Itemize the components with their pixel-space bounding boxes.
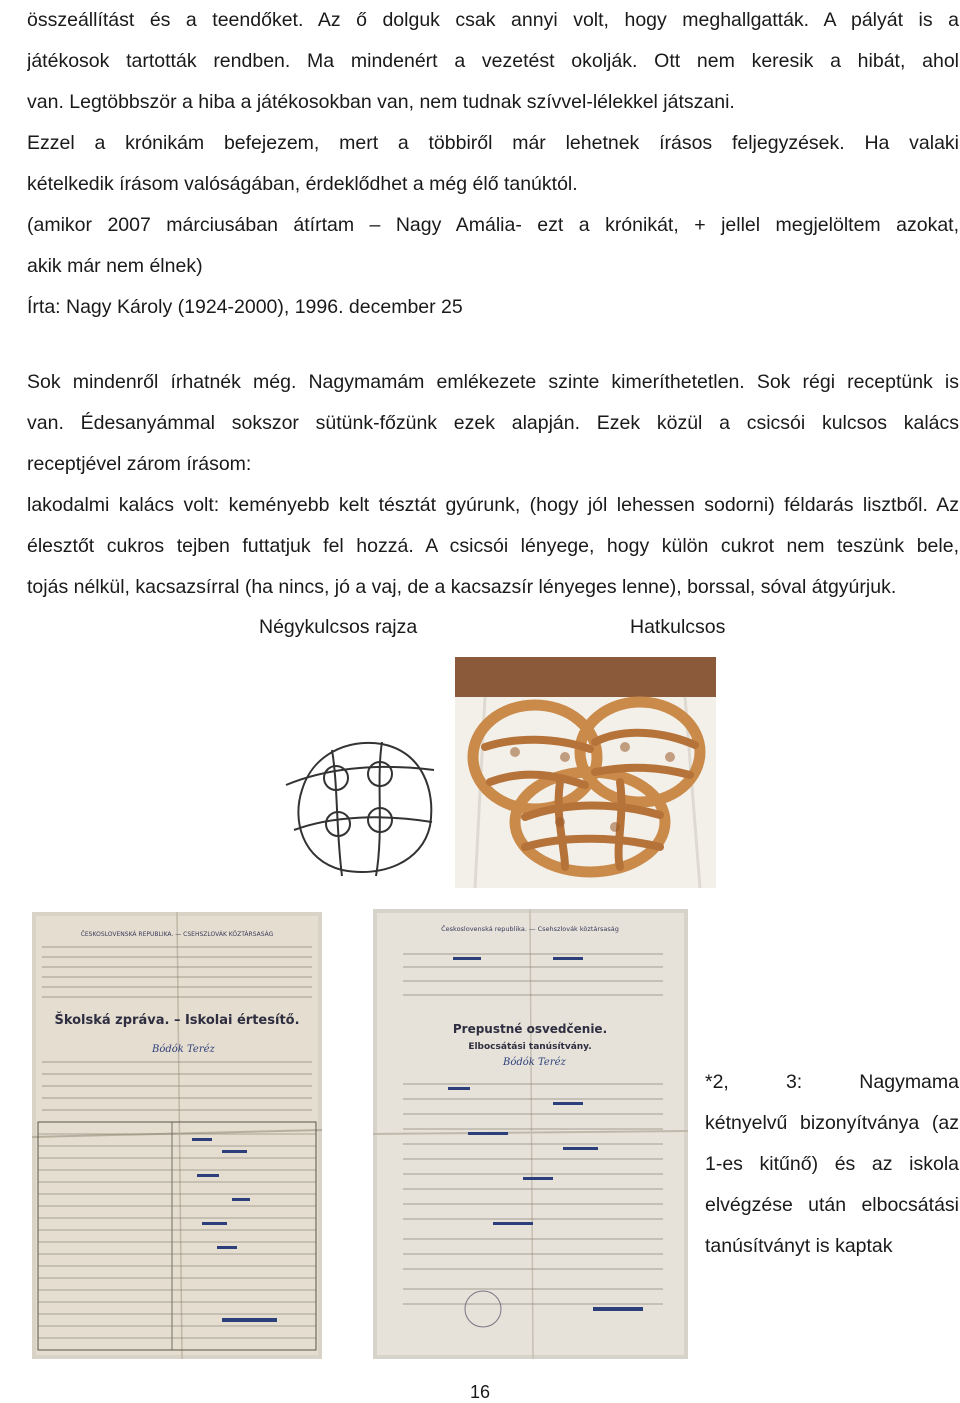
text-line: játékosok tartották rendben. Ma mindenért a vezetést okolják. Ott nem keresik a hibát, ahol (27, 50, 959, 72)
text-line: van. Édesanyámmal sokszor sütünk-főzünk ezek alapján. Ezek közül a csicsói kulcsos kalács (27, 412, 959, 434)
caption-six-key: Hatkulcsos (630, 616, 726, 638)
side-note-line: tanúsítványt is kaptak (705, 1235, 893, 1257)
certificate1-title: Školská zpráva. – Iskolai értesítő. (54, 1013, 300, 1028)
text-line: akik már nem élnek) (27, 255, 203, 277)
paragraph-chronicle-end (27, 0, 959, 328)
certificate1-handwritten-name: Bódók Teréz (152, 1044, 215, 1055)
certificate2-title-line2: Elbocsátási tanúsítvány. (468, 1042, 592, 1052)
side-note-line: kétnyelvű bizonyítványa (az (705, 1112, 959, 1134)
paragraph-recipe (27, 362, 959, 608)
side-note-line: *2, 3: Nagymama (705, 1071, 959, 1093)
certificate2-header: Československá republika. — Csehszlovák köztársaság (441, 925, 619, 933)
text-line: kételkedik írásom valóságában, érdeklődhet a még élő tanúktól. (27, 173, 578, 195)
text-line: (amikor 2007 márciusában átírtam – Nagy Amália- ezt a krónikát, + jellel megjelöltem azokat, (27, 214, 959, 236)
certificate1-header: ČESKOSLOVENSKÁ REPUBLIKA. — CSEHSZLOVÁK KÖZTÁRSASÁG (80, 931, 274, 938)
text-line: Sok mindenről írhatnék még. Nagymamám emlékezete szinte kimeríthetetlen. Sok régi receptünk is (27, 371, 959, 393)
text-line: összeállítást és a teendőket. Az ő dolguk csak annyi volt, hogy meghallgatták. A pályát is a (27, 9, 959, 31)
text-line: élesztőt cukros tejben futtatjuk fel hozzá. A csicsói lényege, hogy külön cukrot nem teszünk bele, (27, 535, 959, 557)
side-note-line: elvégzése után elbocsátási (705, 1194, 959, 1216)
text-line: lakodalmi kalács volt: keményebb kelt tésztát gyúrunk, (hogy jól lehessen sodorni) féldarás lisztből. Az (27, 494, 959, 516)
text-line: receptjével zárom írásom: (27, 453, 252, 475)
text-line: van. Legtöbbször a hiba a játékosokban van, nem tudnak szívvel-lélekkel játszani. (27, 91, 735, 113)
text-line: tojás nélkül, kacsazsírral (ha nincs, jó a vaj, de a kacsazsír lényeges lenne), borssal, sóval átgyúrjuk. (27, 576, 897, 598)
four-key-sketch-image (272, 730, 444, 882)
caption-four-key-drawing: Négykulcsos rajza (259, 616, 418, 638)
certificate-side-note (705, 1062, 959, 1267)
author-signature-line: Írta: Nagy Károly (1924-2000), 1996. december 25 (27, 296, 463, 318)
certificate2-handwritten-name: Bódók Teréz (503, 1057, 566, 1068)
school-report-certificate-image (32, 912, 322, 1359)
six-key-bread-photo (455, 657, 716, 888)
side-note-line: 1-es kitűnő) és az iskola (705, 1153, 959, 1175)
text-line: Ezzel a krónikám befejezem, mert a többiről már lehetnek írásos feljegyzések. Ha valaki (27, 132, 959, 154)
certificate2-title-line1: Prepustné osvedčenie. (452, 1022, 608, 1036)
page-number: 16 (469, 1382, 491, 1402)
leaving-certificate-image (373, 909, 688, 1359)
